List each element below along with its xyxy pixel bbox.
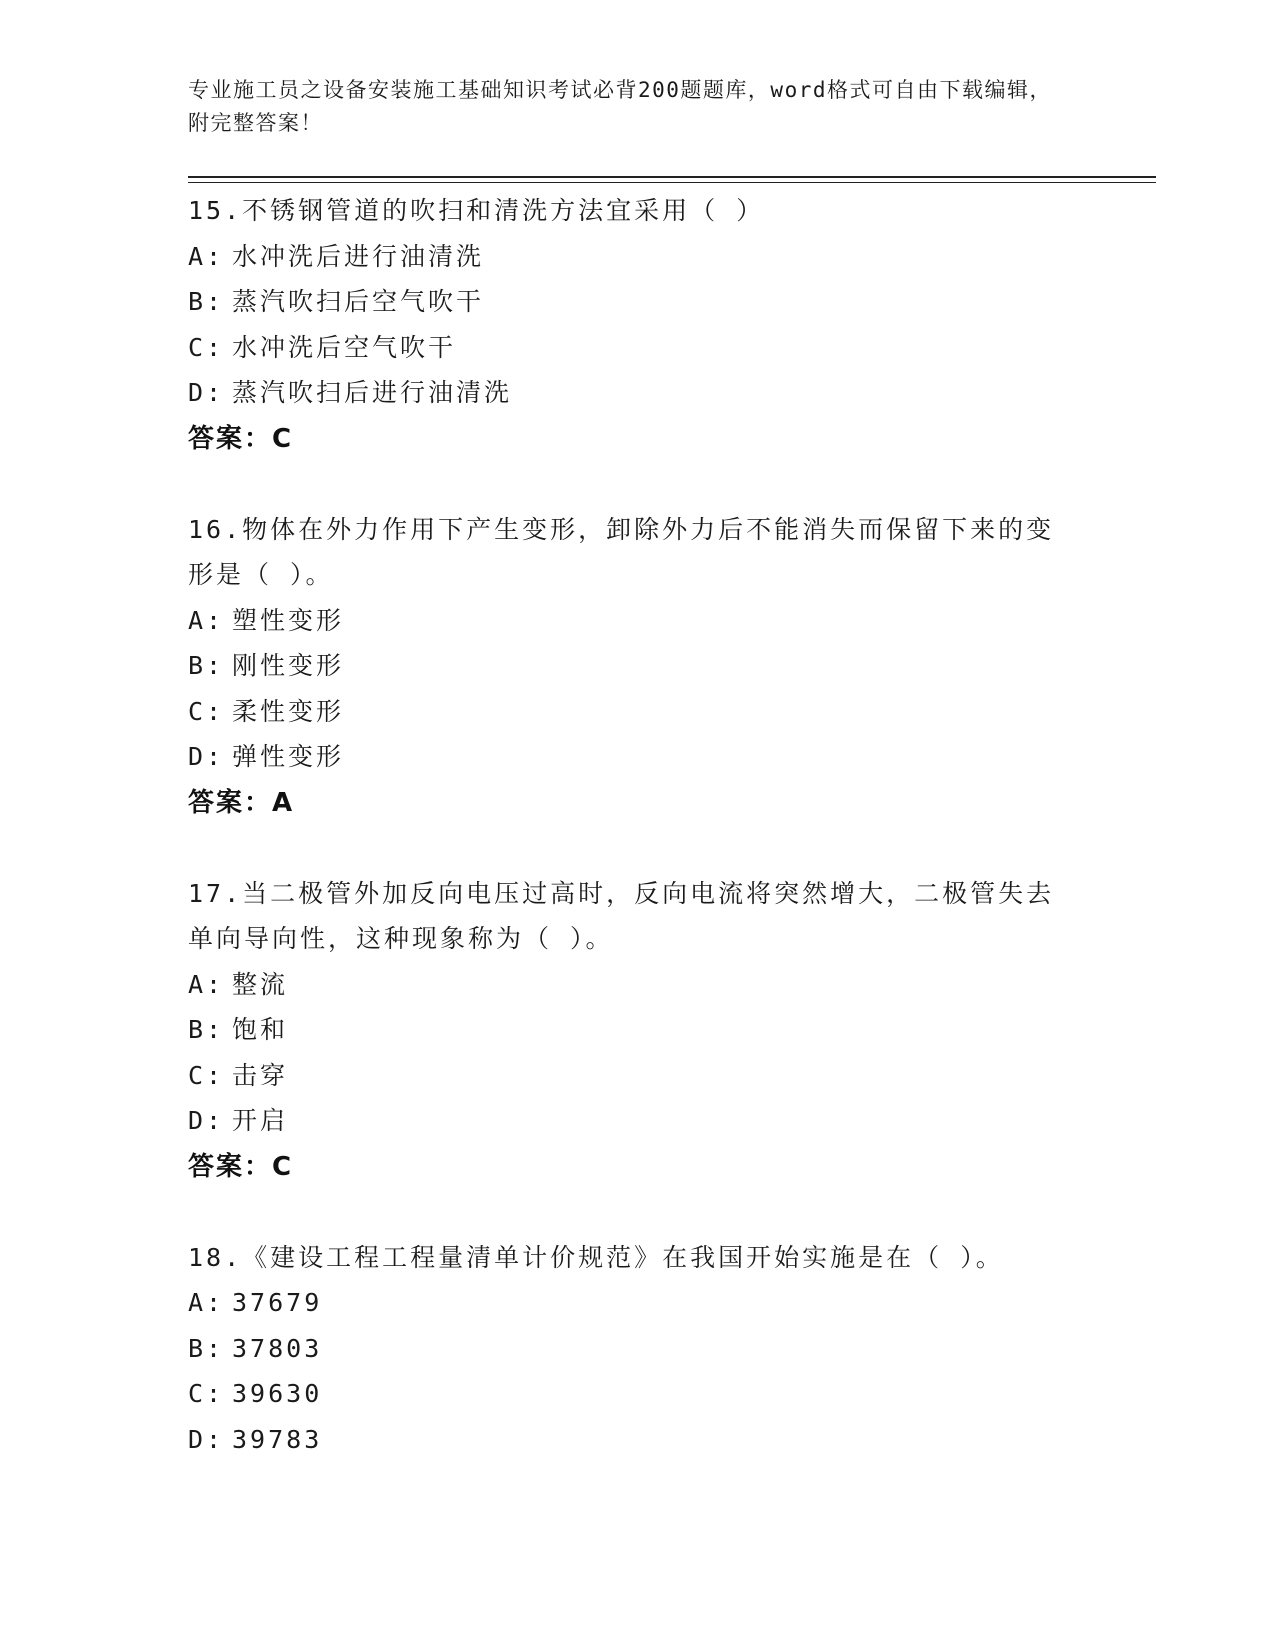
document-header: 专业施工员之设备安装施工基础知识考试必背200题题库，word格式可自由下载编辑，附完整答案！: [188, 78, 1052, 135]
option-text: 开启: [232, 1106, 289, 1135]
option-text: 塑性变形: [232, 605, 345, 635]
option-b: [188, 1007, 1078, 1053]
question-list: [188, 188, 1078, 1507]
answer-line: 答案：C: [188, 1151, 294, 1182]
option-text: 水冲洗后进行油清洗: [232, 241, 485, 271]
question-17: [188, 871, 1078, 1190]
header-rule-thin: [188, 182, 1156, 183]
option-text: 37803: [232, 1333, 323, 1363]
option-letter: C:: [188, 332, 225, 362]
option-text: 柔性变形: [232, 696, 345, 726]
option-a: [188, 598, 1078, 644]
option-letter: A:: [188, 241, 225, 271]
option-c: [188, 325, 1078, 371]
option-letter: A:: [188, 969, 225, 999]
option-letter: B:: [188, 1333, 225, 1363]
option-a: [188, 1280, 1078, 1326]
option-letter: D:: [188, 1424, 225, 1454]
question-stem: 15.不锈钢管道的吹扫和清洗方法宜采用（ ）: [188, 196, 765, 225]
option-text: 蒸汽吹扫后进行油清洗: [232, 378, 513, 407]
option-d: [188, 1098, 1078, 1144]
answer-line: 答案：A: [188, 787, 295, 818]
option-letter: B:: [188, 1015, 225, 1044]
option-d: [188, 734, 1078, 780]
option-text: 整流: [232, 969, 289, 999]
question-15: [188, 188, 1078, 462]
question-stem: 16.物体在外力作用下产生变形，卸除外力后不能消失而保留下来的变形是（ ）。: [188, 514, 1055, 589]
option-text: 弹性变形: [232, 742, 345, 771]
question-18: [188, 1235, 1078, 1463]
option-text: 水冲洗后空气吹干: [232, 332, 457, 362]
option-b: [188, 643, 1078, 689]
option-c: [188, 1053, 1078, 1099]
option-letter: D:: [188, 1106, 225, 1135]
header-rule-thick: [188, 176, 1156, 178]
question-stem: 18.《建设工程工程量清单计价规范》在我国开始实施是在（ ）。: [188, 1242, 1004, 1272]
option-a: [188, 962, 1078, 1008]
option-text: 刚性变形: [232, 651, 345, 680]
option-text: 蒸汽吹扫后空气吹干: [232, 287, 485, 316]
option-letter: C:: [188, 1379, 225, 1408]
option-d: [188, 1417, 1078, 1463]
option-text: 饱和: [232, 1015, 289, 1044]
option-letter: D:: [188, 378, 225, 407]
option-c: [188, 1371, 1078, 1417]
option-text: 39630: [232, 1379, 323, 1408]
option-d: [188, 370, 1078, 416]
option-text: 39783: [232, 1424, 323, 1454]
option-letter: C:: [188, 696, 225, 726]
option-letter: A:: [188, 605, 225, 635]
question-stem: 17.当二极管外加反向电压过高时，反向电流将突然增大，二极管失去单向导向性，这种现象称为（ ）。: [188, 878, 1055, 953]
option-b: [188, 279, 1078, 325]
option-c: [188, 689, 1078, 735]
option-text: 37679: [232, 1288, 323, 1317]
option-b: [188, 1326, 1078, 1372]
option-text: 击穿: [232, 1060, 289, 1090]
question-16: [188, 507, 1078, 826]
option-a: [188, 234, 1078, 280]
option-letter: C:: [188, 1060, 225, 1090]
answer-line: 答案：C: [188, 423, 294, 454]
option-letter: D:: [188, 742, 225, 771]
option-letter: B:: [188, 287, 225, 316]
option-letter: A:: [188, 1288, 225, 1317]
option-letter: B:: [188, 651, 225, 680]
